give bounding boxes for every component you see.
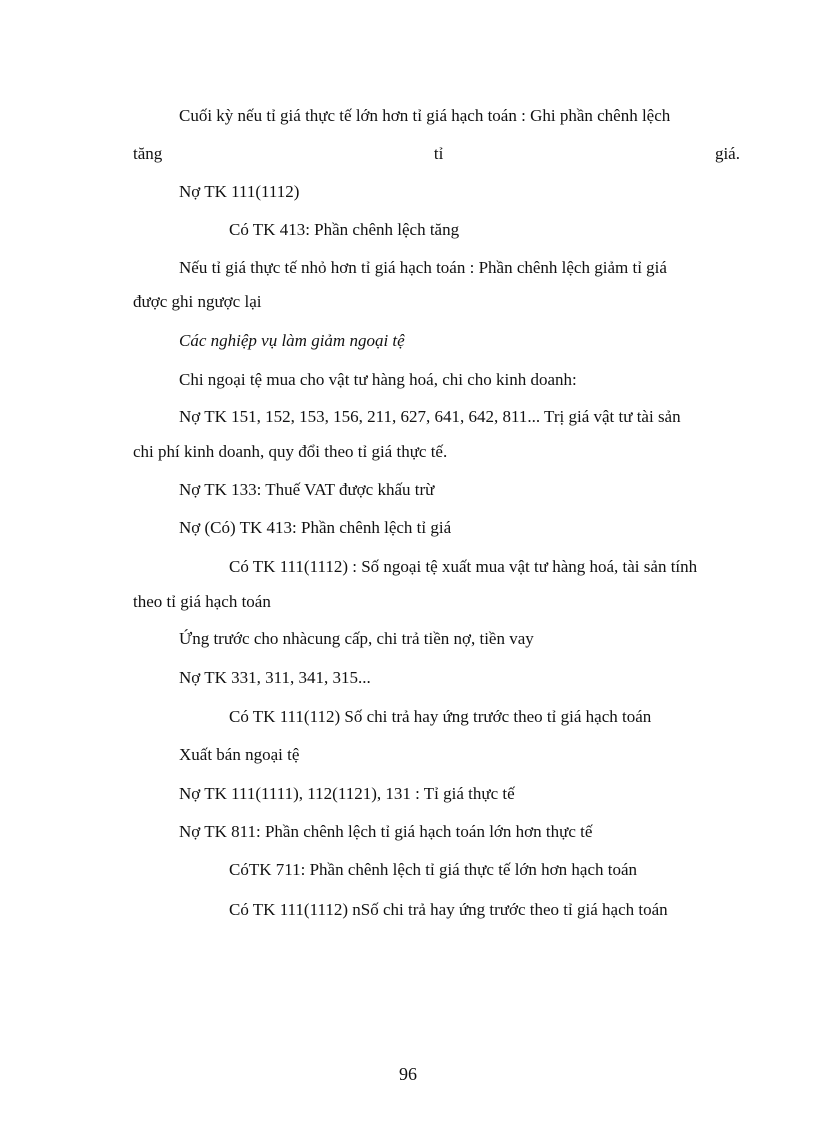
word-gia: giá. xyxy=(714,144,740,163)
paragraph-lower-rate-line2: được ghi ngược lại xyxy=(133,292,262,311)
paragraph-sell-currency: Xuất bán ngoại tệ xyxy=(179,745,300,764)
paragraph-lower-rate-line1: Nếu tỉ giá thực tế nhỏ hơn tỉ giá hạch toán : Phần chênh lệch giảm tỉ giá xyxy=(179,258,667,277)
entry-debit-133: Nợ TK 133: Thuế VAT được khấu trừ xyxy=(179,480,435,499)
paragraph-end-of-period-line1: Cuối kỳ nếu tỉ giá thực tế lớn hơn tỉ giá hạch toán : Ghi phần chênh lệch xyxy=(179,106,671,125)
word-ti: tỉ xyxy=(433,144,444,163)
entry-credit-413: Có TK 413: Phần chênh lệch tăng xyxy=(229,220,460,239)
entry-credit-711: CóTK 711: Phần chênh lệch tỉ giá thực tế lớn hơn hạch toán xyxy=(229,860,638,879)
paragraph-advance-supplier: Ứng trước cho nhàcung cấp, chi trả tiền nợ, tiền vay xyxy=(179,629,534,648)
entry-credit-111-line2: theo tỉ giá hạch toán xyxy=(133,592,271,611)
entry-debit-accounts-line1: Nợ TK 151, 152, 153, 156, 211, 627, 641, 642, 811... Trị giá vật tư tài sản xyxy=(179,407,681,426)
entry-credit-111-line1: Có TK 111(1112) : Số ngoại tệ xuất mua vật tư hàng hoá, tài sản tính xyxy=(229,557,698,576)
word-tang: tăng xyxy=(133,144,163,163)
entry-credit-111-112: Có TK 111(112) Số chi trả hay ứng trước theo tỉ giá hạch toán xyxy=(229,707,652,726)
entry-credit-111-1112: Có TK 111(1112) nSố chi trả hay ứng trước theo tỉ giá hạch toán xyxy=(229,900,668,919)
entry-debit-accounts-line2: chi phí kinh doanh, quy đổi theo tỉ giá thực tế. xyxy=(133,442,448,461)
entry-debit-111: Nợ TK 111(1112) xyxy=(179,182,300,201)
paragraph-end-of-period-line2 xyxy=(133,142,740,166)
entry-debit-331: Nợ TK 331, 311, 341, 315... xyxy=(179,668,371,687)
page-number: 96 xyxy=(399,1064,417,1084)
entry-debit-1111: Nợ TK 111(1111), 112(1121), 131 : Tỉ giá thực tế xyxy=(179,784,515,803)
section-heading: Các nghiệp vụ làm giảm ngoại tệ xyxy=(179,331,405,350)
entry-debit-credit-413: Nợ (Có) TK 413: Phần chênh lệch tỉ giá xyxy=(179,518,452,537)
paragraph-spend-currency: Chi ngoại tệ mua cho vật tư hàng hoá, chi cho kinh doanh: xyxy=(179,370,577,389)
entry-debit-811: Nợ TK 811: Phần chênh lệch tỉ giá hạch toán lớn hơn thực tế xyxy=(179,822,593,841)
